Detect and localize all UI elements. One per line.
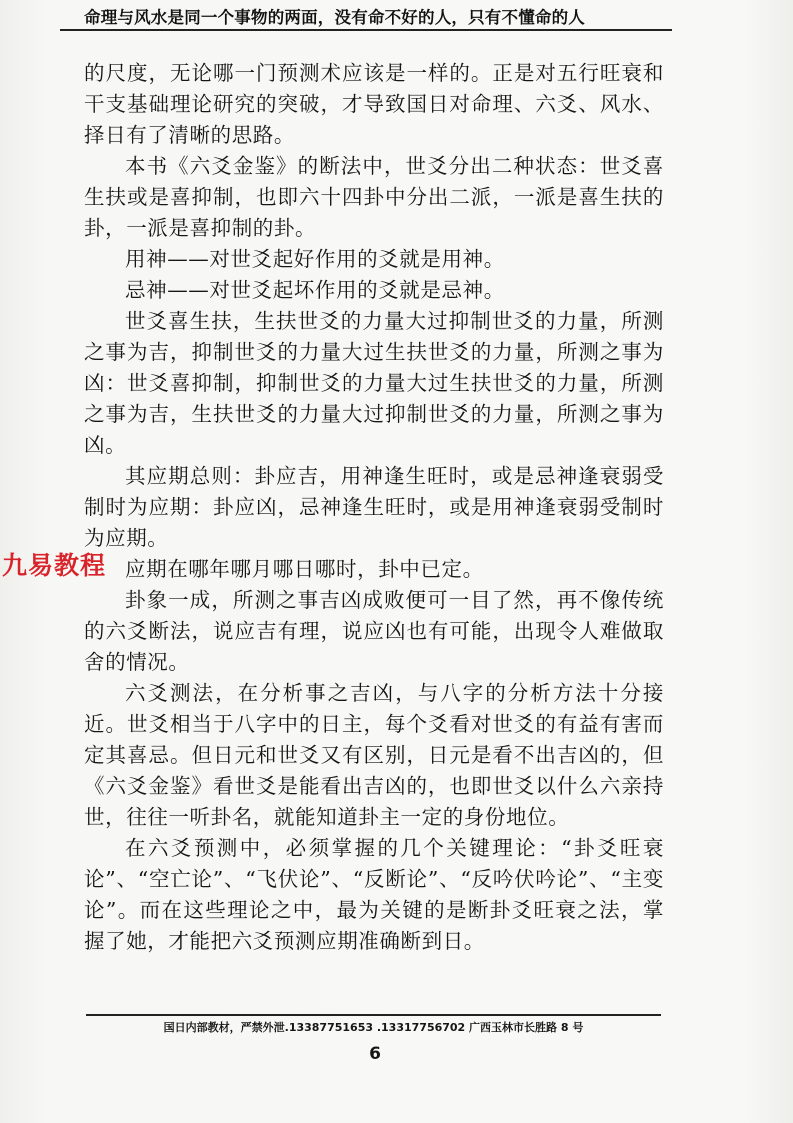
body-text (84, 58, 664, 957)
paragraph: 的尺度，无论哪一门预测术应该是一样的。正是对五行旺衰和干支基础理论研究的突破，才导致国日对命理、六爻、风水、择日有了清晰的思路。 (84, 61, 664, 147)
paragraph: 世爻喜生扶，生扶世爻的力量大过抑制世爻的力量，所测之事为吉，抑制世爻的力量大过生扶世爻的力量，所测之事为凶：世爻喜抑制，抑制世爻的力量大过生扶世爻的力量，所测之事为吉，生扶世爻的力量大过抑制世爻的力量，所测之事为凶。 (84, 309, 664, 457)
paragraph: 忌神——对世爻起坏作用的爻就是忌神。 (125, 278, 505, 302)
footer-text: 国日内部教材，严禁外泄.13387751653 .13317756702 广西玉林市长胜路 8 号 (163, 1021, 584, 1034)
paragraph: 本书《六爻金鉴》的断法中，世爻分出二种状态：世爻喜生扶或是喜抑制，也即六十四卦中分出二派，一派是喜生扶的卦，一派是喜抑制的卦。 (84, 154, 664, 240)
paragraph: 用神——对世爻起好作用的爻就是用神。 (125, 247, 505, 271)
footer-rule (86, 1014, 661, 1016)
header-rule (60, 29, 672, 31)
page-number: 6 (369, 1044, 381, 1064)
paragraph: 六爻测法，在分析事之吉凶，与八字的分析方法十分接近。世爻相当于八字中的日主，每个爻看对世爻的有益有害而定其喜忌。但日元和世爻又有区别，日元是看不出吉凶的，但《六爻金鉴》看世爻是能看出吉凶的，也即世爻以什么六亲持世，往往一听卦名，就能知道卦主一定的身份地位。 (84, 681, 664, 829)
paragraph: 应期在哪年哪月哪日哪时，卦中已定。 (125, 557, 484, 581)
watermark-label: 九易教程 (2, 551, 107, 580)
paragraph: 在六爻预测中，必须掌握的几个关键理论：“卦爻旺衰论”、“空亡论”、“飞伏论”、“反断论”、“反吟伏吟论”、“主变论”。而在这些理论之中，最为关键的是断卦爻旺衰之法，掌握了她，才能把六爻预测应期准确断到日。 (84, 836, 664, 953)
paragraph: 其应期总则：卦应吉，用神逢生旺时，或是忌神逢衰弱受制时为应期：卦应凶，忌神逢生旺时，或是用神逢衰弱受制时为应期。 (84, 464, 664, 550)
paragraph: 卦象一成，所测之事吉凶成败便可一目了然，再不像传统的六爻断法，说应吉有理，说应凶也有可能，出现令人难做取舍的情况。 (84, 588, 664, 674)
running-header: 命理与风水是同一个事物的两面，没有命不好的人，只有不懂命的人 (84, 8, 585, 27)
